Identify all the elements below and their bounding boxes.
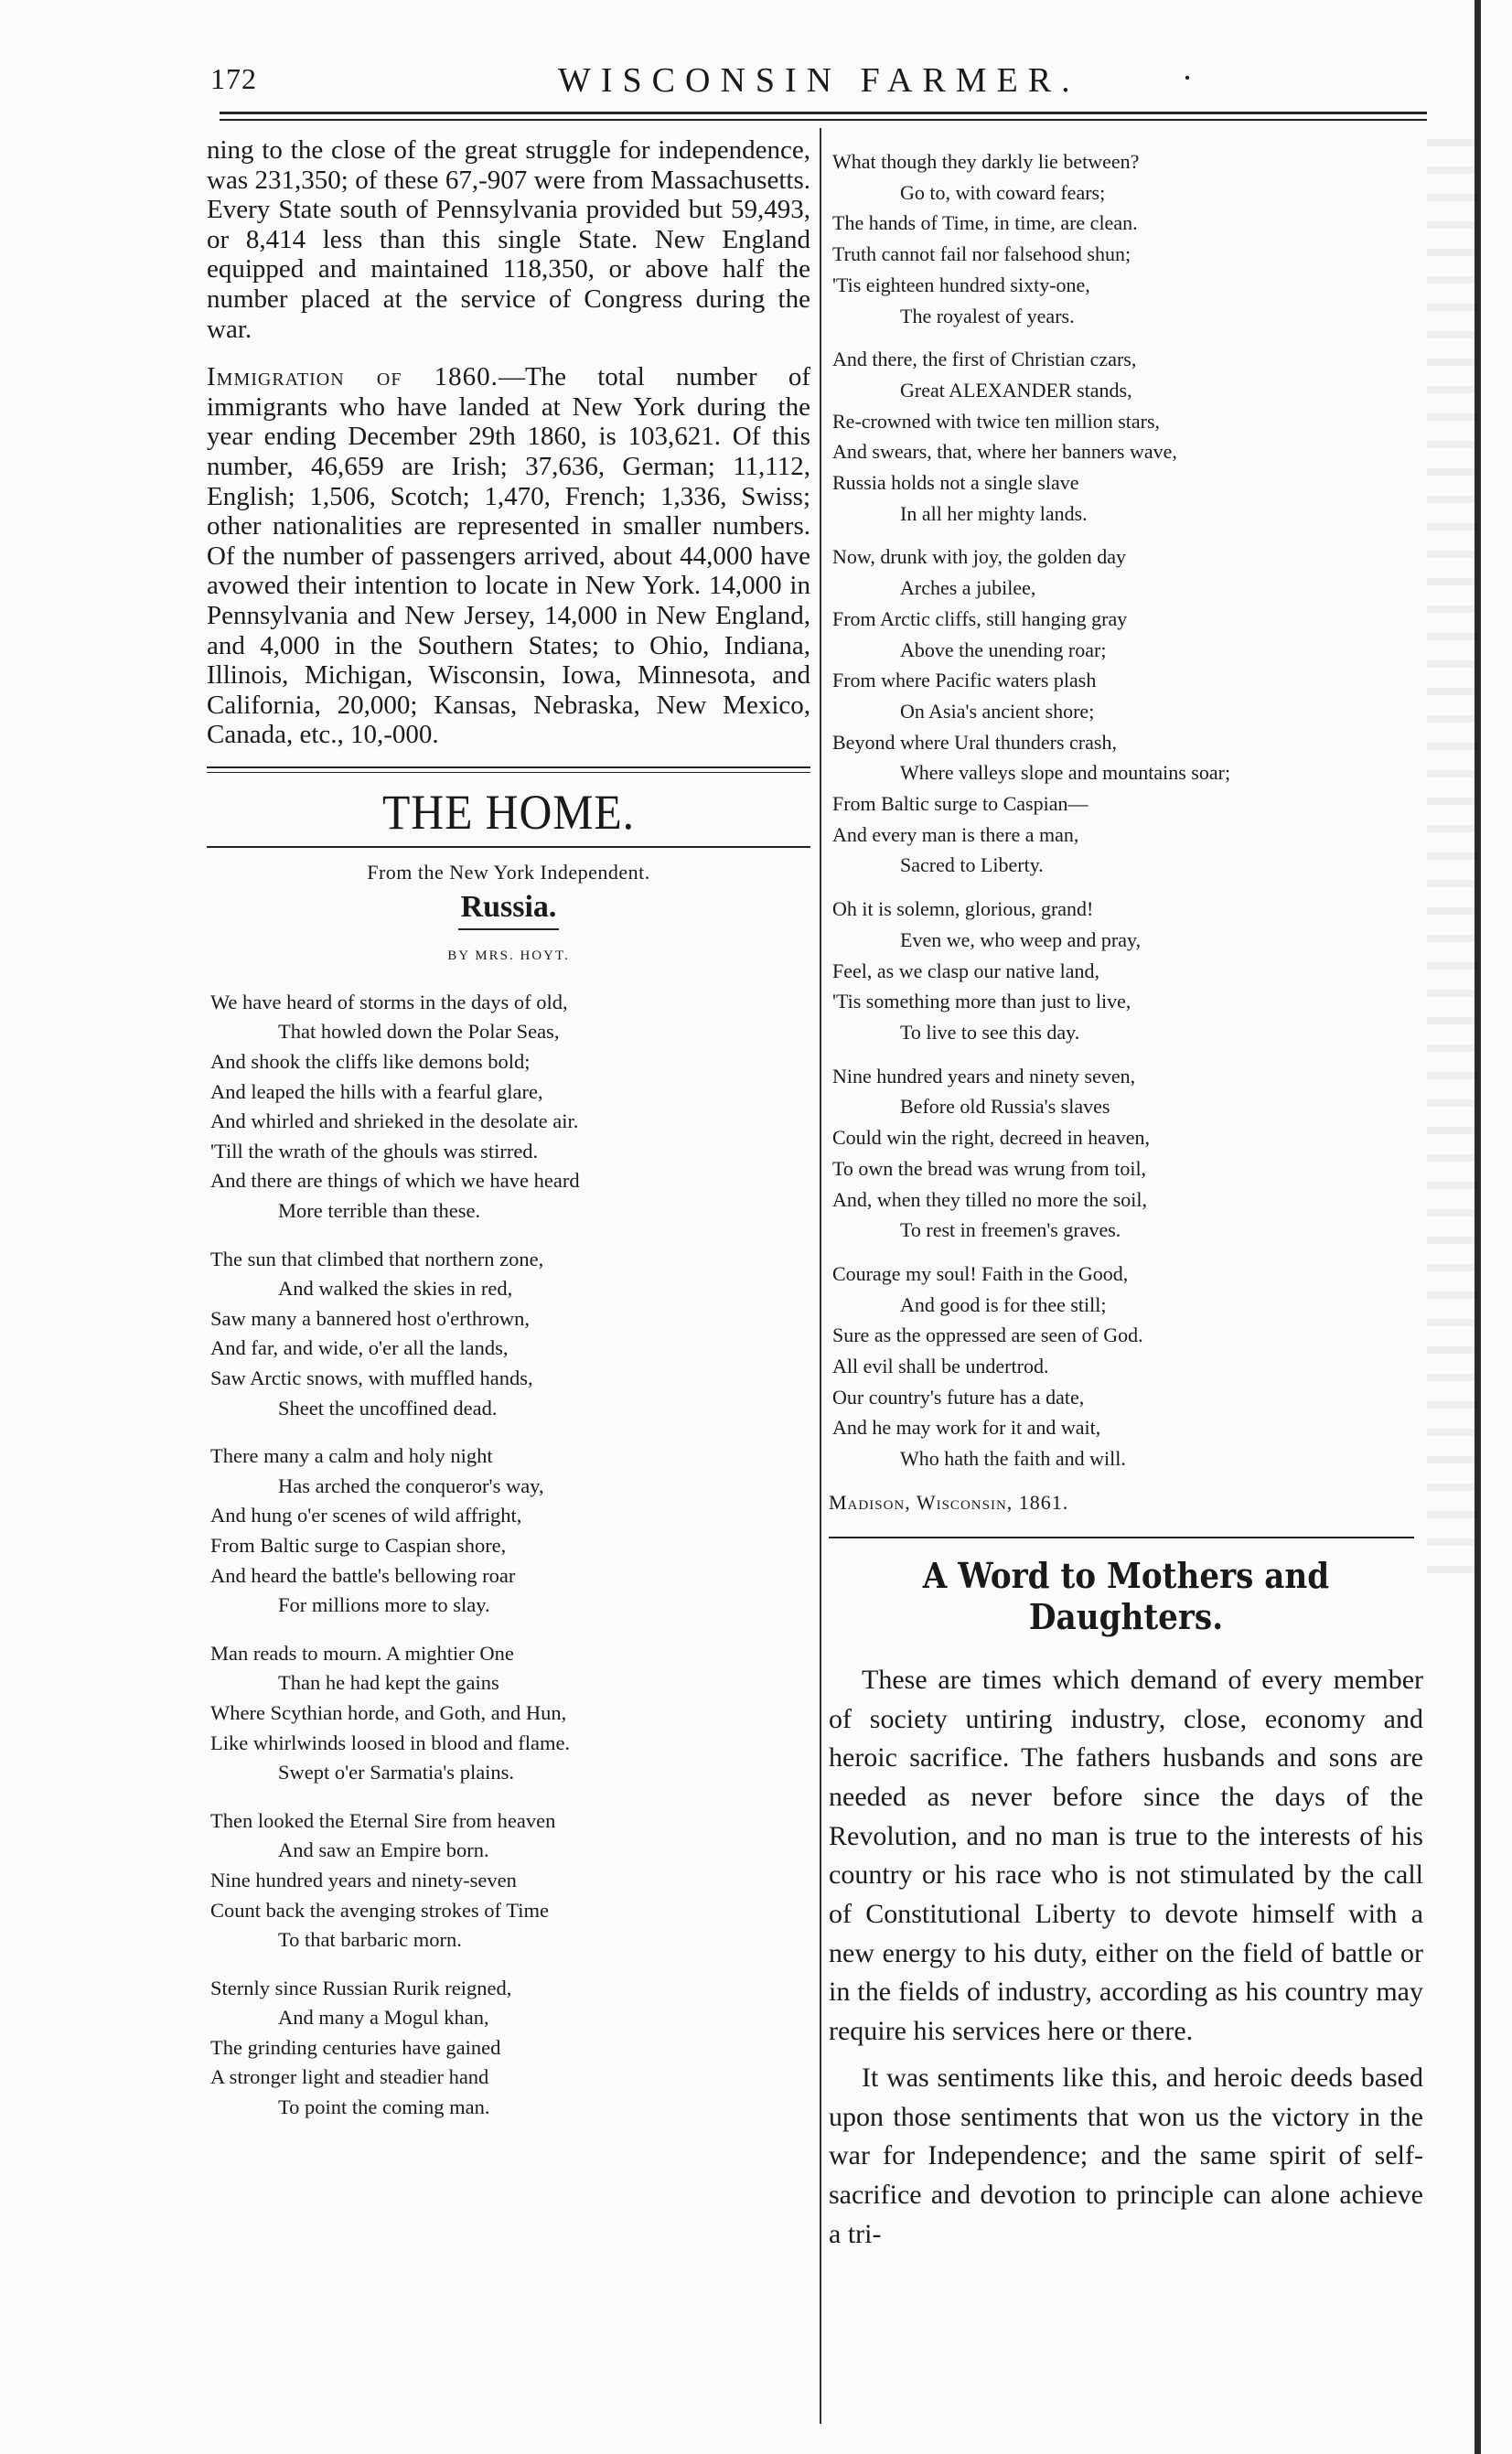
paragraph: ning to the close of the great struggle for independence, was 231,350; of these 67,-907 were from Massachusetts. Every State south of Pennsylvania provided but 59,493, or 8,414 less than this single State. New England equipped and maintained 118,350, or above half the number placed at the service of Congress during the war.: [207, 135, 810, 344]
poem-line: Like whirlwinds loosed in blood and flame.: [210, 1731, 571, 1754]
poem-line: Arches a jubilee,: [900, 576, 1036, 600]
poem-line: And shook the cliffs like demons bold;: [210, 1050, 531, 1074]
article-paragraph: It was sentiments like this, and heroic deeds based upon those sentiments that won us the victory in the war for Independence; and the same spirit of self-sacrifice and devotion to principle can alone achieve a tri-: [829, 2062, 1423, 2249]
section-title-rule: [207, 846, 810, 848]
poem-line: Saw Arctic snows, with muffled hands,: [210, 1366, 533, 1389]
stanza: [832, 541, 1423, 881]
poem-line: Beyond where Ural thunders crash,: [832, 730, 1117, 754]
immigration-text: —The total number of immigrants who have landed at New York during the year ending December 29th 1860, is 103,621. Of this number, 46,659 are Irish; 37,636, German; 11,112, English; 1,506, Scotch; 1,470, French; 1,336, Swiss; other nationalities are represented in smaller numbers. Of the number of passengers arrived, about 44,000 have avowed their intention to locate in New York. 14,000 in Pennsylvania and New Jersey, 14,000 in New England, and 4,000 in the Southern States; to Ohio, Indiana, Illinois, Michigan, Wisconsin, Iowa, Minnesota, and California, 20,000; Kansas, Nebraska, New Mexico, Canada, etc., 10,-000.: [207, 362, 810, 750]
poem-line: Before old Russia's slaves: [900, 1095, 1110, 1119]
poem-line: 'Tis eighteen hundred sixty-one,: [832, 273, 1090, 296]
poem-line: All evil shall be undertrod.: [832, 1355, 1049, 1378]
poem-line: Nine hundred years and ninety-seven: [210, 1868, 517, 1891]
article: [829, 1661, 1423, 2255]
poem-line: Sternly since Russian Rurik reigned,: [210, 1976, 512, 1999]
poem-line: A stronger light and steadier hand: [210, 2065, 489, 2089]
source-line: From the New York Independent.: [367, 860, 650, 884]
poem-line: To point the coming man.: [278, 2095, 490, 2119]
header-rule: [220, 119, 1427, 121]
poem-line: That howled down the Polar Seas,: [278, 1020, 560, 1044]
poem-line: The royalest of years.: [900, 304, 1075, 327]
poem-line: Nine hundred years and ninety seven,: [832, 1064, 1136, 1088]
poem-signature: [829, 1487, 1423, 1518]
stanza: [210, 988, 810, 1227]
poem-line: Truth cannot fail nor falsehood shun;: [832, 242, 1131, 266]
stanza: [832, 146, 1423, 331]
poem-line: Our country's future has a date,: [832, 1385, 1085, 1409]
poem-line: We have heard of storms in the days of old,: [210, 990, 568, 1013]
poem-line: The grinding centuries have gained: [210, 2035, 501, 2059]
poem-line: Saw many a bannered host o'erthrown,: [210, 1306, 530, 1330]
poem-line: What though they darkly lie between?: [832, 150, 1140, 173]
signature-text: Madison, Wisconsin, 1861.: [829, 1490, 1069, 1514]
poem-line: And heard the battle's bellowing roar: [210, 1563, 516, 1587]
poem-line: And every man is there a man,: [832, 822, 1079, 846]
poem-line: And, when they tilled no more the soil,: [832, 1187, 1147, 1211]
poem-line: And he may work for it and wait,: [832, 1416, 1101, 1440]
poem-line: Oh it is solemn, glorious, grand!: [832, 897, 1094, 921]
column-divider: [820, 128, 821, 2424]
poem-line: Sheet the uncoffined dead.: [278, 1396, 498, 1420]
poem-line: Re-crowned with twice ten million stars,: [832, 409, 1161, 433]
poem-line: Sure as the oppressed are seen of God.: [832, 1323, 1143, 1347]
poem-line: For millions more to slay.: [278, 1593, 490, 1617]
poem-line: Above the unending roar;: [900, 638, 1107, 661]
poem-line: From where Pacific waters plash: [832, 669, 1097, 692]
header-rule: [220, 112, 1427, 114]
poem-line: And many a Mogul khan,: [278, 2006, 489, 2030]
page-edge: [1474, 0, 1481, 2454]
poem-line: And good is for thee still;: [900, 1292, 1107, 1316]
section-rule: [207, 766, 810, 768]
poem-line: On Asia's ancient shore;: [900, 699, 1095, 723]
poem-line: And saw an Empire born.: [278, 1838, 489, 1862]
page-number: 172: [210, 62, 257, 95]
poem-line: The sun that climbed that northern zone,: [210, 1247, 544, 1270]
poem-line: Could win the right, decreed in heaven,: [832, 1126, 1151, 1150]
poem-line: Then looked the Eternal Sire from heaven: [210, 1808, 556, 1832]
poem-line: And leaped the hills with a fearful glare,: [210, 1079, 543, 1103]
poem-line: And swears, that, where her banners wave,: [832, 440, 1177, 464]
poem-line: In all her mighty lands.: [900, 501, 1088, 525]
article-paragraph: These are times which demand of every member of society untiring industry, close, economy and heroic sacrifice. The fathers husbands and sons are needed as never before since the days of the Revolution, and no man is true to the interests of his country or his race who is not stimulated by the call of Constitutional Liberty to devote himself with a new energy to his duty, either on the field of battle or in the fields of industry, according as his country may require his services here or there.: [829, 1664, 1423, 2047]
poem-title: Russia.: [460, 889, 557, 924]
poem-title-rule: [458, 928, 559, 930]
byline: BY MRS. HOYT.: [447, 948, 570, 963]
poem-line: To own the bread was wrung from toil,: [832, 1156, 1147, 1180]
poem-line: The hands of Time, in time, are clean.: [832, 211, 1138, 235]
poem-line: Has arched the conqueror's way,: [278, 1473, 544, 1497]
poem-line: And walked the skies in red,: [278, 1277, 513, 1301]
poem-line: Russia holds not a single slave: [832, 471, 1079, 495]
section-rule: [207, 772, 810, 773]
poem-line: More terrible than these.: [278, 1199, 481, 1223]
poem-line: Now, drunk with joy, the golden day: [832, 545, 1126, 569]
adjacent-page-bleed: [1427, 119, 1474, 1582]
poem-line: Who hath the faith and will.: [900, 1447, 1126, 1471]
stanza: [832, 894, 1423, 1048]
right-column: [829, 146, 1423, 2254]
poem-line: To rest in freemen's graves.: [900, 1218, 1121, 1242]
poem-line: And there, the first of Christian czars,: [832, 348, 1137, 371]
poem-line: From Arctic cliffs, still hanging gray: [832, 606, 1128, 630]
poem-line: And hung o'er scenes of wild affright,: [210, 1504, 522, 1527]
poem-line: There many a calm and holy night: [210, 1444, 493, 1468]
poem-line: 'Till the wrath of the ghouls was stirred.: [210, 1139, 539, 1163]
header-dot: ·: [1182, 59, 1193, 96]
poem-line: Courage my soul! Faith in the Good,: [832, 1261, 1129, 1285]
stanza: [832, 1061, 1423, 1246]
stanza: [210, 1441, 810, 1621]
poem-line: 'Tis something more than just to live,: [832, 990, 1131, 1013]
poem-line: Man reads to mourn. A mightier One: [210, 1641, 514, 1665]
poem-line: Where Scythian horde, and Goth, and Hun,: [210, 1700, 567, 1724]
poem-line: From Baltic surge to Caspian shore,: [210, 1533, 507, 1557]
poem-line: Go to, with coward fears;: [900, 180, 1106, 204]
poem-continued: [829, 146, 1423, 1474]
poem-line: From Baltic surge to Caspian—: [832, 792, 1088, 816]
poem-line: To that barbaric morn.: [278, 1928, 462, 1952]
poem-line: Where valleys slope and mountains soar;: [900, 761, 1231, 785]
poem-line: Count back the avenging strokes of Time: [210, 1898, 549, 1922]
poem-line: Sacred to Liberty.: [900, 853, 1044, 877]
section-title: THE HOME.: [382, 784, 635, 840]
poem-line: Even we, who weep and pray,: [900, 927, 1142, 951]
poem-line: Swept o'er Sarmatia's plains.: [278, 1761, 515, 1784]
continued-article: [207, 135, 810, 750]
stanza: [210, 1639, 810, 1788]
left-column: [207, 135, 810, 2141]
running-head: WISCONSIN FARMER.: [558, 61, 1080, 100]
page-header: [210, 57, 1436, 102]
poem-line: And whirled and shrieked in the desolate air.: [210, 1109, 579, 1133]
stanza: [832, 344, 1423, 529]
article-title: A Word to Mothers and Daughters.: [922, 1554, 1330, 1637]
immigration-paragraph: [207, 362, 810, 750]
poem-line: Than he had kept the gains: [278, 1671, 499, 1695]
stanza: [210, 1974, 810, 2123]
stanza: [210, 1806, 810, 1956]
immigration-lead: Immigration of 1860.: [207, 362, 499, 392]
poem-line: Great ALEXANDER stands,: [900, 378, 1132, 402]
stanza: [832, 1259, 1423, 1474]
article-rule: [829, 1537, 1414, 1538]
poem: [207, 988, 810, 2123]
stanza: [210, 1245, 810, 1424]
poem-line: And far, and wide, o'er all the lands,: [210, 1336, 509, 1360]
poem-line: Feel, as we clasp our native land,: [832, 959, 1100, 982]
poem-line: To live to see this day.: [900, 1020, 1080, 1044]
poem-line: And there are things of which we have heard: [210, 1169, 580, 1193]
